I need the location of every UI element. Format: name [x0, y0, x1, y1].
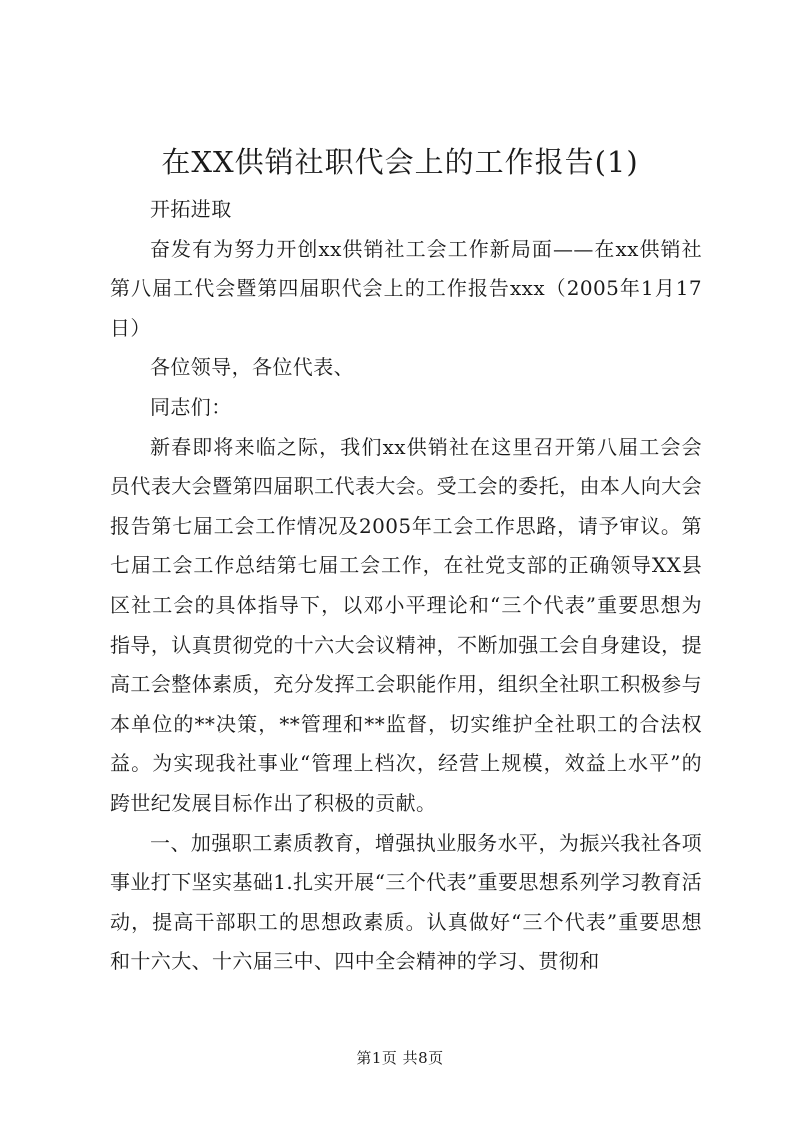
- page-number: 第1页: [356, 1049, 398, 1067]
- paragraph-salutation: 各位领导，各位代表、: [150, 355, 354, 380]
- paragraph-section-one: 一、加强职工素质教育，增强执业服务水平，为振兴我社各项事业打下坚实基础1.扎实开展“三个代表”重要思想系列学习教育活动，提高干部职工的思想政素质。认真做好“三个代表”重要思想和十六大、十六届三中、四中全会精神的学习、贯彻和: [110, 830, 702, 974]
- document-body: [110, 190, 702, 982]
- page-footer: [0, 1048, 800, 1068]
- paragraph-subtitle: 开拓进取: [150, 197, 232, 221]
- page-total: 共8页: [402, 1049, 444, 1067]
- paragraph-greeting: 同志们：: [150, 394, 232, 419]
- paragraph-report-heading: 奋发有为努力开创xx供销社工会工作新局面——在xx供销社第八届工代会暨第四届职代会上的工作报告xxx（2005年1月17日）: [110, 236, 702, 340]
- paragraph-introduction: 新春即将来临之际，我们xx供销社在这里召开第八届工会会员代表大会暨第四届职工代表大会。受工会的委托，由本人向大会报告第七届工会工作情况及2005年工会工作思路，请予审议。第七届工会工作总结第七届工会工作，在社党支部的正确领导XX县区社工会的具体指导下，以邓小平理论和“三个代表”重要思想为指导，认真贯彻党的十六大会议精神，不断加强工会自身建设，提高工会整体素质，充分发挥工会职能作用，组织全社职工积极参与本单位的**决策，**管理和**监督，切实维护全社职工的合法权益。为实现我社事业“管理上档次，经营上规模，效益上水平”的跨世纪发展目标作出了积极的贡献。: [110, 434, 702, 815]
- document-title: 在XX供销社职代会上的工作报告(1): [161, 145, 639, 179]
